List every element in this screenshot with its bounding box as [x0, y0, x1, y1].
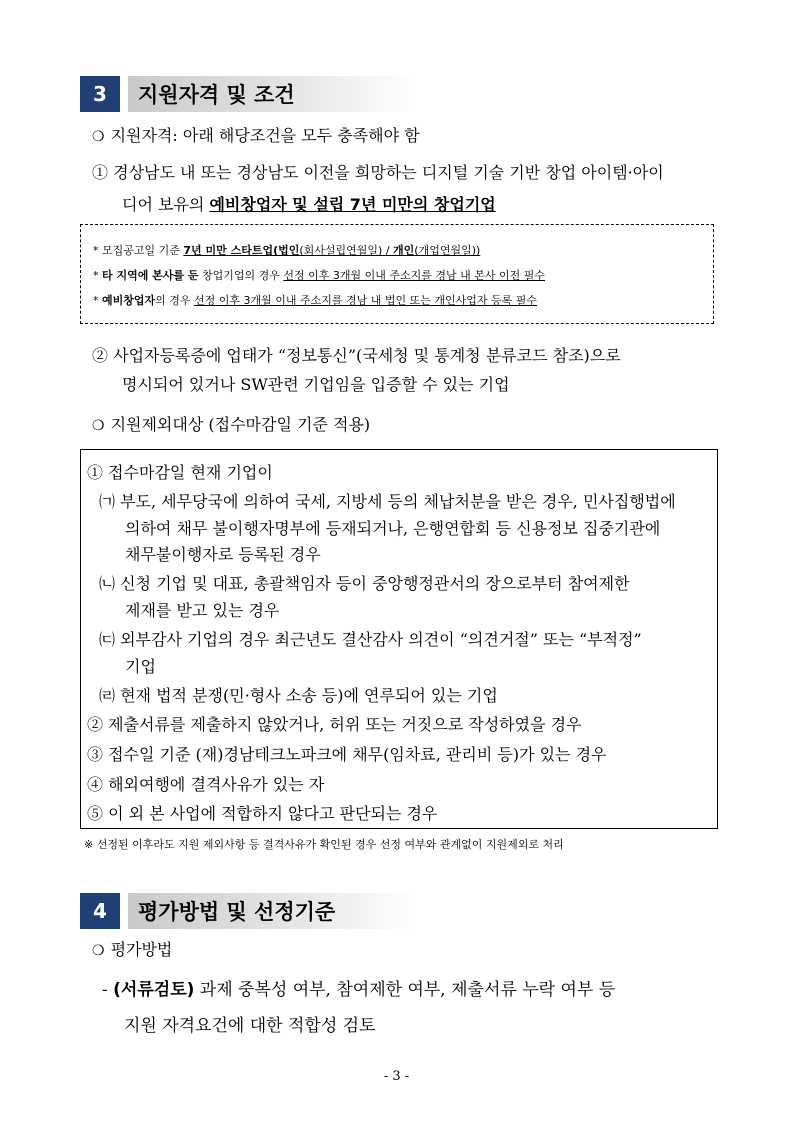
exclusion-item-5: ⑤ 이 외 본 사업에 적합하지 않다고 판단되는 경우	[87, 804, 438, 823]
exclusion-item-1d: ㈃ 현재 법적 분쟁(민·형사 소송 등)에 연루되어 있는 기업	[99, 686, 498, 705]
doc-review-line-2: 지원 자격요건에 대한 적합성 검토	[124, 1016, 376, 1036]
exclusion-item-1a-cont: 채무불이행자로 등록된 경우	[125, 545, 321, 564]
bullet-circle-icon: ❍	[92, 943, 105, 959]
note-line-2: * 타 지역에 본사를 둔 창업기업의 경우 선정 이후 3개월 이내 주소지를 경남 내 본사 이전 필수	[93, 269, 545, 282]
eligibility-item-1-line-2: 디어 보유의 예비창업자 및 설립 7년 미만의 창업기업	[122, 195, 496, 214]
doc-review-label: (서류검토)	[113, 980, 195, 1000]
item-marker: ②	[92, 346, 109, 365]
eligibility-item-2-line-1: ② 사업자등록증에 업태가 “정보통신”(국세청 및 통계청 분류코드 참조)으로	[92, 346, 621, 365]
note-line-1: * 모집공고일 기준 7년 미만 스타트업(법인(회사설립연월일) / 개인(개업연월일))	[93, 244, 481, 257]
item-marker: ①	[92, 163, 109, 182]
exclusion-item-1b-cont: 제재를 받고 있는 경우	[125, 601, 280, 620]
doc-review-line-1: - (서류검토) 과제 중복성 여부, 참여제한 여부, 제출서류 누락 여부 등	[102, 980, 616, 1000]
note-line-3: * 예비창업자의 경우 선정 이후 3개월 이내 주소지를 경남 내 법인 또는 개인사업자 등록 필수	[93, 294, 538, 307]
exclusion-item-1b: ㈁ 신청 기업 및 대표, 총괄책임자 등이 중앙행정관서의 장으로부터 참여제한	[99, 574, 630, 593]
exclusion-item-1c-cont: 기업	[125, 657, 156, 676]
section-title: 지원자격 및 조건	[128, 76, 416, 112]
section-4-header	[80, 893, 416, 929]
exclusion-heading: ❍ 지원제외대상 (접수마감일 기준 적용)	[92, 415, 371, 434]
bullet-circle-icon: ❍	[92, 418, 105, 434]
section-3-header	[80, 76, 416, 112]
eligibility-notes-box	[80, 224, 714, 324]
eligibility-item-2-line-2: 명시되어 있거나 SW관련 기업임을 입증할 수 있는 기업	[122, 375, 510, 394]
exclusion-list-box	[80, 449, 718, 829]
section-number: 4	[80, 893, 120, 929]
section-title: 평가방법 및 선정기준	[128, 893, 416, 929]
exclusion-item-2: ② 제출서류를 제출하지 않았거나, 허위 또는 거짓으로 작성하였을 경우	[87, 715, 582, 734]
bullet-circle-icon: ❍	[92, 129, 105, 145]
page-number: - 3 -	[383, 1069, 410, 1084]
exclusion-item-1a-cont: 의하여 채무 불이행자명부에 등재되거나, 은행연합회 등 신용정보 집중기관에	[125, 519, 661, 538]
eligibility-item-1-line-1: ① 경상남도 내 또는 경상남도 이전을 희망하는 디지털 기술 기반 창업 아이템·아이	[92, 163, 664, 182]
exclusion-item-3: ③ 접수일 기준 (재)경남테크노파크에 채무(임차료, 관리비 등)가 있는 경우	[87, 745, 607, 764]
exclusion-item-4: ④ 해외여행에 결격사유가 있는 자	[87, 775, 325, 794]
exclusion-item-1a: ㈀ 부도, 세무당국에 의하여 국세, 지방세 등의 체납처분을 받은 경우, 민사집행법에	[99, 492, 676, 511]
exclusion-item-1: ① 접수마감일 현재 기업이	[87, 463, 273, 482]
exclusion-item-1c: ㈂ 외부감사 기업의 경우 최근년도 결산감사 의견이 “의견거절” 또는 “부적정”	[99, 630, 642, 649]
section-number: 3	[80, 76, 120, 112]
exclusion-footnote: ※ 선정된 이후라도 지원 제외사항 등 결격사유가 확인된 경우 선정 여부와 관계없이 지원제외로 처리	[84, 838, 564, 851]
eligibility-heading: ❍ 지원자격: 아래 해당조건을 모두 충족해야 함	[92, 126, 420, 145]
method-heading: ❍ 평가방법	[92, 940, 173, 959]
emphasis-text: 예비창업자 및 설립 7년 미만의 창업기업	[209, 195, 496, 214]
